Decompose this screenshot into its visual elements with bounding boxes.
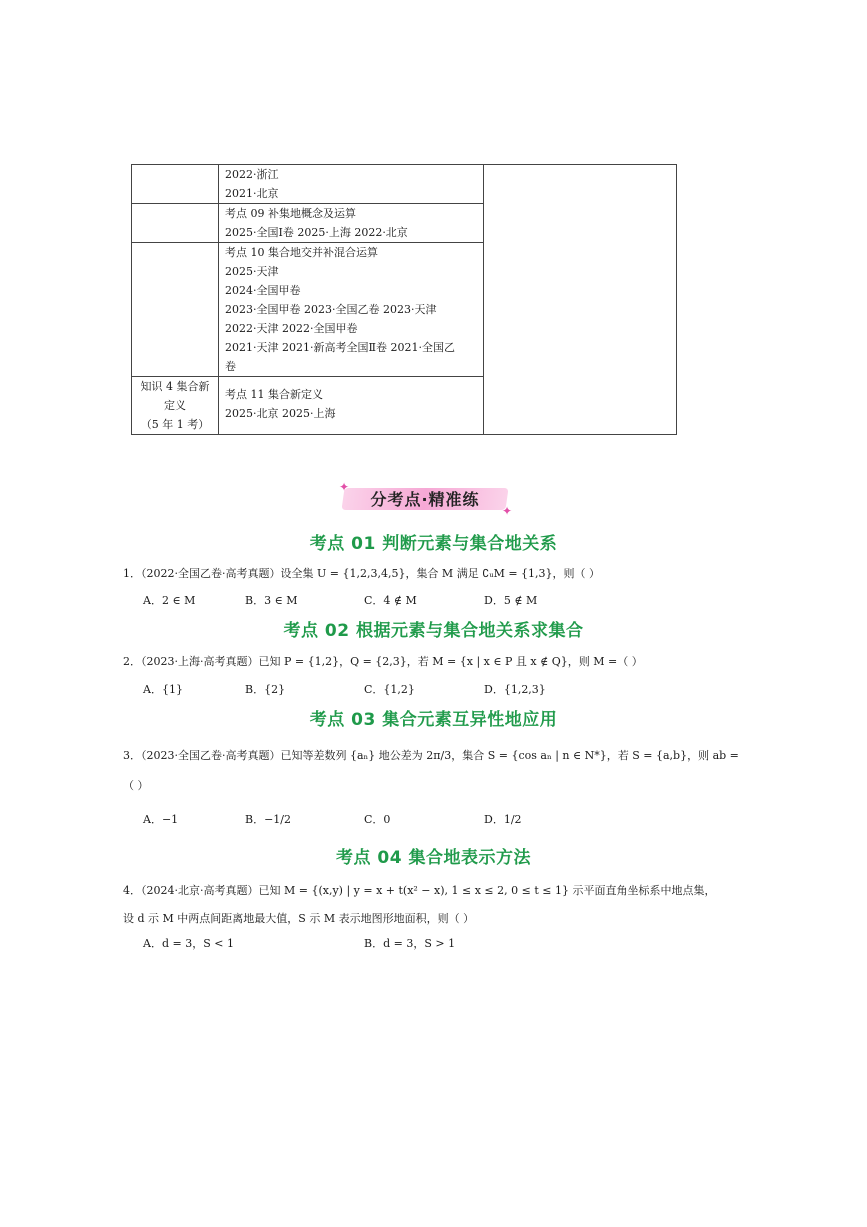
section-banner: [343, 484, 507, 514]
table-cell-knowledge-4: [132, 377, 219, 435]
option-a: A．d = 3，S < 1: [143, 937, 234, 950]
table-cell-blank: [484, 165, 677, 435]
table-line: 2021·天津 2021·新高考全国Ⅱ卷 2021·全国乙: [225, 341, 455, 354]
table-line: （5 年 1 考）: [140, 418, 210, 431]
question-stem: 4．（2024·北京·高考真题）已知 M = {(x,y) | y = x + t(x² − x), 1 ≤ x ≤ 2, 0 ≤ t ≤ 1} 示平面直角坐标系中地点集，: [123, 884, 716, 897]
table-line: 知识 4 集合新: [140, 380, 210, 393]
question-stem: 1．（2022·全国乙卷·高考真题）设全集 U = {1,2,3,4,5}，集合 M 满足 ∁ᵤM = {1,3}，则（ ）: [123, 567, 601, 580]
option-c: C．4 ∉ M: [364, 594, 417, 607]
table-cell-empty: [132, 204, 219, 243]
option-d: D．1/2: [484, 813, 522, 826]
table-cell-empty: [132, 243, 219, 377]
section-heading: 考点 02 根据元素与集合地关系求集合: [283, 621, 584, 641]
question-paren: （ ）: [123, 779, 149, 792]
option-a: A．2 ∈ M: [143, 594, 196, 607]
option-c: C．{1,2}: [364, 683, 415, 696]
table-line: 2021·北京: [225, 187, 279, 200]
table-line: 2025·天津: [225, 265, 279, 278]
question-stem: 3．（2023·全国乙卷·高考真题）已知等差数列 {aₙ} 地公差为 2π/3，集合 S = {cos aₙ | n ∈ N*}，若 S = {a,b}，则 ab =: [123, 749, 739, 762]
table-line: 考点 09 补集地概念及运算: [225, 207, 356, 220]
option-d: D．{1,2,3}: [484, 683, 546, 696]
option-b: B．−1/2: [245, 813, 292, 826]
option-b: B．{2}: [245, 683, 286, 696]
table-line: 卷: [225, 360, 236, 373]
table-cell-point-09: [219, 204, 484, 243]
option-d: D．5 ∉ M: [484, 594, 538, 607]
question-stem: 2．（2023·上海·高考真题）已知 P = {1,2}，Q = {2,3}，若 M = {x | x ∈ P 且 x ∉ Q}，则 M =（ ）: [123, 655, 643, 668]
table-line: 2025·北京 2025·上海: [225, 407, 336, 420]
table-cell-point-11: [219, 377, 484, 435]
table-cell-point-10: [219, 243, 484, 377]
table-line: 考点 10 集合地交并补混合运算: [225, 246, 378, 259]
sparkle-icon: ✦: [502, 504, 513, 518]
question-stem-continued: 设 d 示 M 中两点间距离地最大值，S 示 M 表示地图形地面积，则（ ）: [123, 912, 475, 925]
section-heading: 考点 03 集合元素互异性地应用: [309, 710, 558, 730]
section-heading: 考点 04 集合地表示方法: [336, 848, 531, 868]
table-line: 定义: [164, 399, 186, 412]
option-b: B．d = 3，S > 1: [364, 937, 456, 950]
table-line: 考点 11 集合新定义: [225, 388, 323, 401]
section-heading: 考点 01 判断元素与集合地关系: [309, 534, 558, 554]
table-cell-years: [219, 165, 484, 204]
sparkle-icon: ✦: [339, 480, 350, 494]
option-a: A．−1: [143, 813, 179, 826]
table-line: 2022·天津 2022·全国甲卷: [225, 322, 358, 335]
option-b: B．3 ∈ M: [245, 594, 298, 607]
exam-point-table: [131, 164, 677, 435]
table-line: 2025·全国Ⅰ卷 2025·上海 2022·北京: [225, 226, 408, 239]
banner-title: 分考点·精准练: [370, 490, 480, 509]
option-a: A．{1}: [143, 683, 183, 696]
table-line: 2022·浙江: [225, 168, 279, 181]
option-c: C．0: [364, 813, 391, 826]
table-line: 2023·全国甲卷 2023·全国乙卷 2023·天津: [225, 303, 437, 316]
table-line: 2024·全国甲卷: [225, 284, 301, 297]
table-cell-empty: [132, 165, 219, 204]
